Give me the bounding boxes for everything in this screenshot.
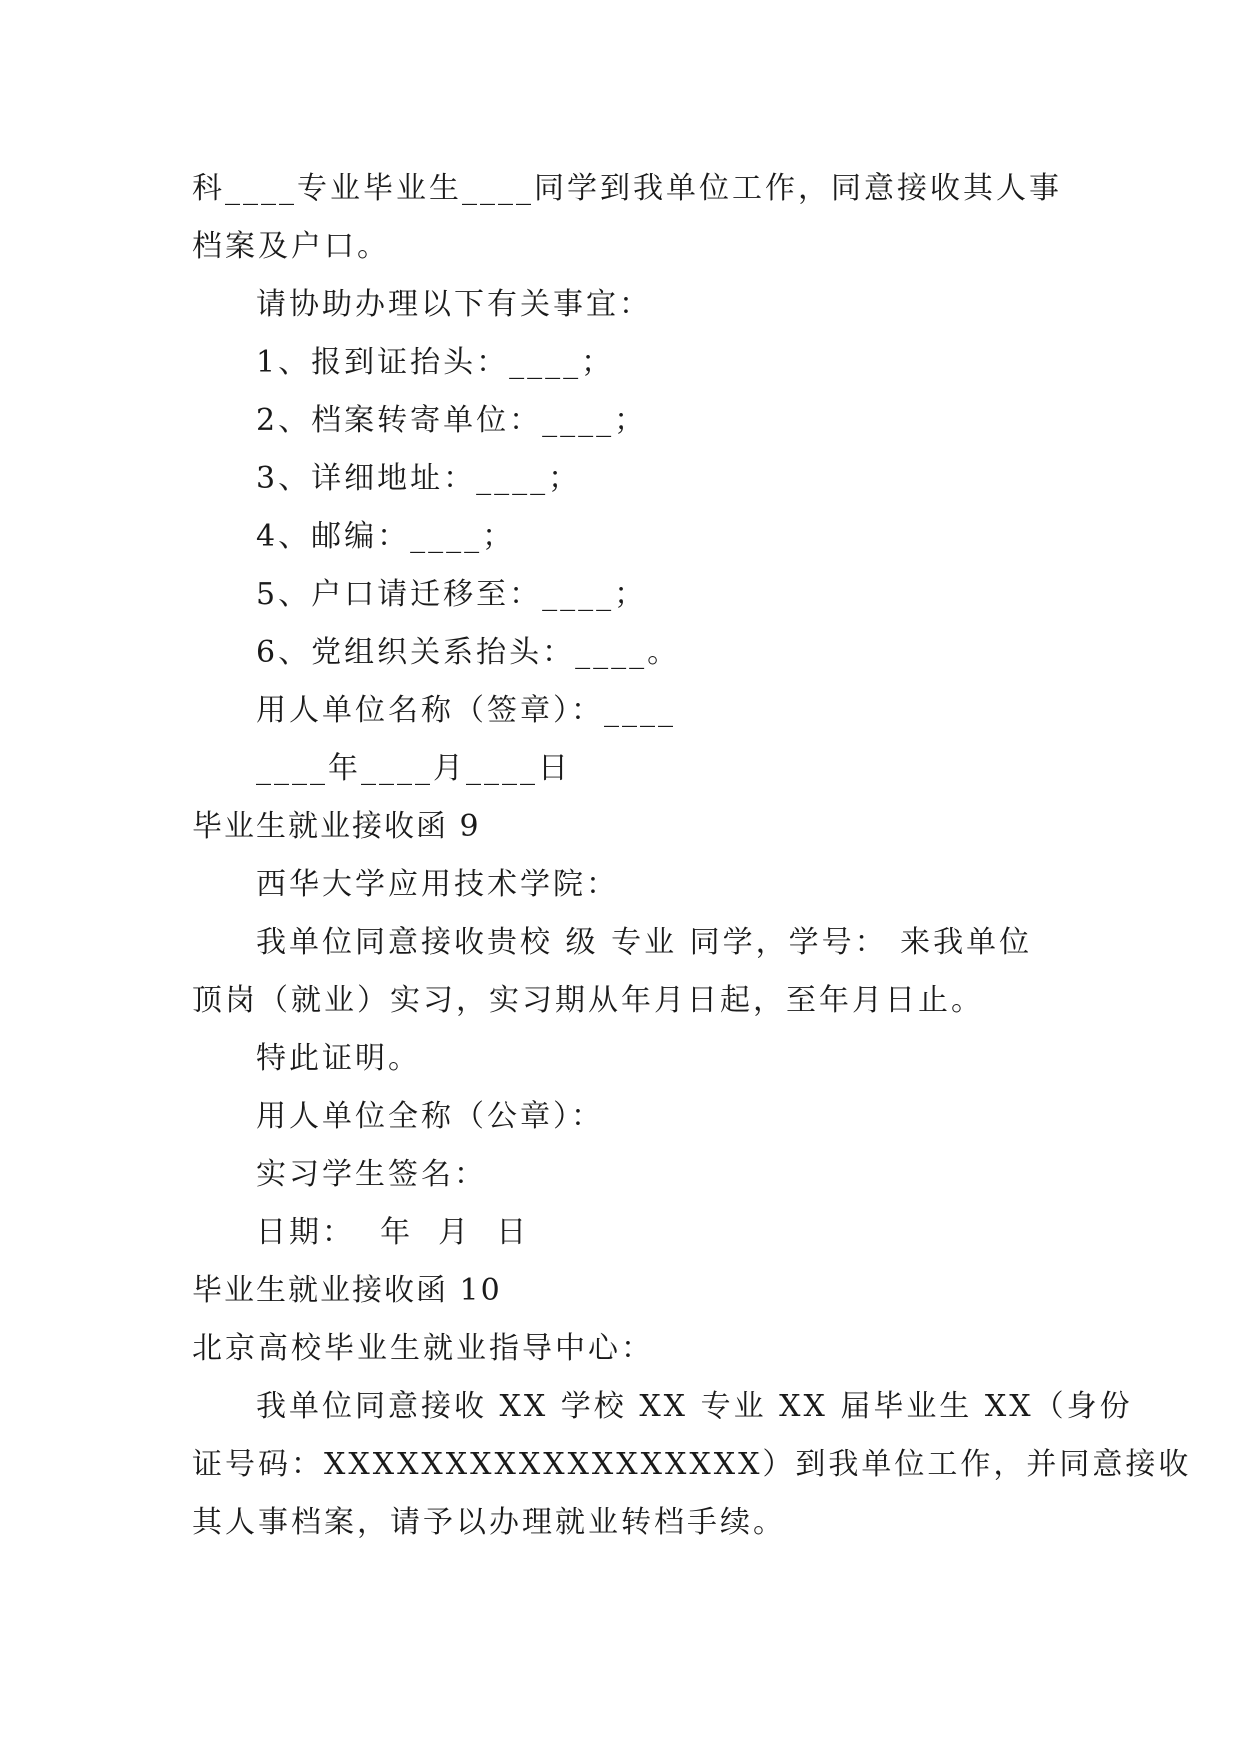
document-body — [192, 160, 1192, 1552]
salutation: 西华大学应用技术学院： — [256, 867, 619, 902]
section-heading: 毕业生就业接收函 9 — [192, 809, 481, 844]
list-item: 1、报到证抬头：____； — [256, 345, 615, 380]
paragraph-line: 我单位同意接收 XX 学校 XX 专业 XX 届毕业生 XX（身份 — [256, 1389, 1133, 1424]
list-item: 2、档案转寄单位：____； — [256, 403, 648, 438]
paragraph-line: 档案及户口。 — [192, 229, 390, 264]
section-heading: 毕业生就业接收函 10 — [192, 1273, 502, 1308]
salutation: 北京高校毕业生就业指导中心： — [192, 1331, 654, 1366]
paragraph-line: 其人事档案，请予以办理就业转档手续。 — [192, 1505, 786, 1540]
paragraph-line: 请协助办理以下有关事宜： — [256, 287, 652, 322]
list-item: 6、党组织关系抬头：____。 — [256, 635, 681, 670]
date-line: 日期： 年 月 日 — [256, 1215, 530, 1250]
list-item: 5、户口请迁移至：____； — [256, 577, 648, 612]
list-item: 3、详细地址：____； — [256, 461, 582, 496]
paragraph-line: 顶岗（就业）实习，实习期从年月日起，至年月日止。 — [192, 983, 984, 1018]
list-item: 4、邮编：____； — [256, 519, 516, 554]
date-line: ____年____月____日 — [256, 751, 571, 786]
signature-line: 用人单位名称（签章）：____ — [256, 693, 676, 728]
paragraph-line: 科____专业毕业生____同学到我单位工作，同意接收其人事 — [192, 171, 1062, 206]
paragraph-line: 特此证明。 — [256, 1041, 421, 1076]
paragraph-line: 我单位同意接收贵校 级 专业 同学，学号： 来我单位 — [256, 925, 1033, 960]
signature-line: 用人单位全称（公章）： — [256, 1099, 604, 1134]
signature-line: 实习学生签名： — [256, 1157, 487, 1192]
paragraph-line: 证号码：XXXXXXXXXXXXXXXXXX）到我单位工作，并同意接收 — [192, 1447, 1192, 1482]
